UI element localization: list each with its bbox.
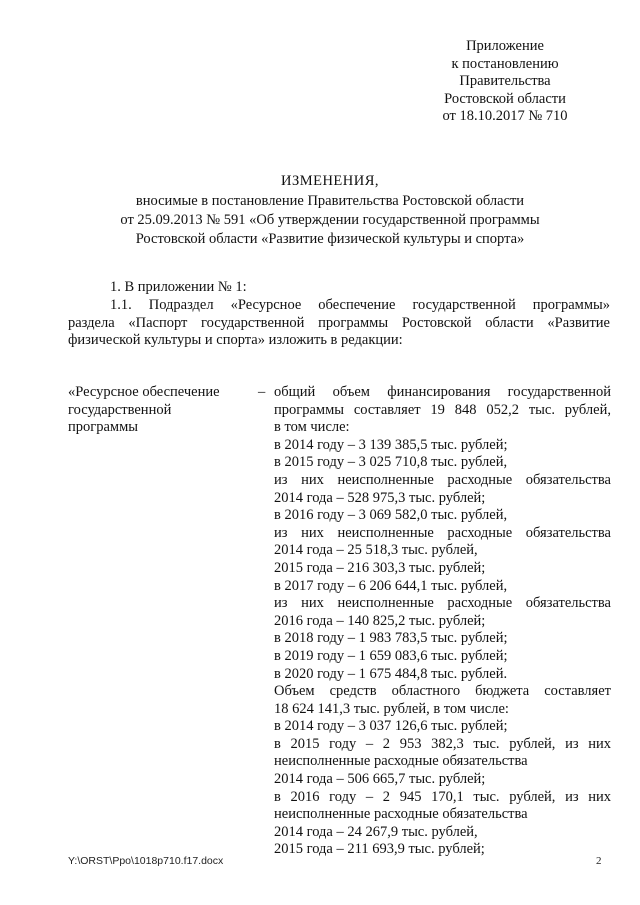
item-1-1-line: 1.1. Подраздел «Ресурсное обеспечение государственной программы» bbox=[110, 297, 610, 313]
approval-line: от 18.10.2017 № 710 bbox=[442, 108, 568, 125]
item-1-1-line: физической культуры и спорта» изложить в редакции: bbox=[68, 332, 403, 348]
approval-line: Ростовской области bbox=[444, 90, 566, 107]
title-heading: ИЗМЕНЕНИЯ, bbox=[280, 173, 380, 189]
title-line: Ростовской области «Развитие физической культуры и спорта» bbox=[135, 231, 525, 247]
resource-detail-line: из них неисполненные расходные обязательства bbox=[274, 595, 611, 612]
footer-page-number: 2 bbox=[596, 855, 602, 867]
resource-detail-line: неисполненные расходные обязательства bbox=[274, 806, 528, 823]
resource-details bbox=[274, 384, 611, 859]
resource-label bbox=[68, 384, 258, 437]
approval-stamp bbox=[400, 38, 610, 126]
footer-file-path: Y:\ORST\Ppo\1018p710.f17.docx bbox=[68, 855, 224, 867]
resource-label-line: программы bbox=[68, 419, 138, 436]
resource-detail-line: в 2014 году – 3 139 385,5 тыс. рублей; bbox=[274, 436, 508, 453]
resource-detail-line: неисполненные расходные обязательства bbox=[274, 753, 528, 770]
resource-detail-line: 18 624 141,3 тыс. рублей, в том числе: bbox=[274, 700, 509, 717]
resource-detail-line: в 2016 году – 3 069 582,0 тыс. рублей, bbox=[274, 507, 508, 524]
approval-line: Правительства bbox=[459, 73, 551, 90]
resource-detail-line: в 2017 году – 6 206 644,1 тыс. рублей, bbox=[274, 577, 508, 594]
resource-detail-line: в 2016 году – 2 945 170,1 тыс. рублей, из них bbox=[274, 788, 611, 805]
item-1-1-line: раздела «Паспорт государственной программы Ростовской области «Развитие bbox=[68, 314, 610, 331]
resource-detail-line: в 2014 году – 3 037 126,6 тыс. рублей; bbox=[274, 718, 508, 735]
title-line: вносимые в постановление Правительства Ростовской области bbox=[135, 193, 525, 209]
resource-label-line: государственной bbox=[68, 401, 172, 418]
resource-detail-line: 2014 года – 24 267,9 тыс. рублей, bbox=[274, 823, 478, 840]
resource-detail-line: из них неисполненные расходные обязательства bbox=[274, 471, 611, 488]
approval-line: к постановлению bbox=[451, 55, 559, 72]
resource-detail-line: в 2020 году – 1 675 484,8 тыс. рублей. bbox=[274, 665, 508, 682]
resource-detail-line: в 2015 году – 3 025 710,8 тыс. рублей, bbox=[274, 454, 508, 471]
resource-detail-line: 2015 года – 211 693,9 тыс. рублей; bbox=[274, 841, 485, 858]
resource-detail-line: 2016 года – 140 825,2 тыс. рублей; bbox=[274, 612, 486, 629]
resource-detail-line: в 2015 году – 2 953 382,3 тыс. рублей, из них bbox=[274, 735, 611, 752]
document-title bbox=[60, 172, 600, 249]
resource-detail-line: Объем средств областного бюджета составляет bbox=[274, 683, 611, 700]
resource-detail-line: в том числе: bbox=[274, 419, 350, 436]
resource-detail-line: общий объем финансирования государственной bbox=[274, 384, 611, 400]
resource-detail-line: в 2018 году – 1 983 783,5 тыс. рублей; bbox=[274, 630, 508, 647]
resource-detail-line: из них неисполненные расходные обязательства bbox=[274, 524, 611, 541]
resource-detail-line: 2014 года – 25 518,3 тыс. рублей, bbox=[274, 542, 478, 559]
item-1-1 bbox=[68, 297, 610, 350]
item-1: 1. В приложении № 1: bbox=[110, 279, 247, 295]
resource-detail-line: в 2019 году – 1 659 083,6 тыс. рублей; bbox=[274, 647, 508, 664]
resource-detail-line: 2014 года – 506 665,7 тыс. рублей; bbox=[274, 771, 486, 788]
resource-dash: – bbox=[258, 384, 266, 400]
approval-line: Приложение bbox=[466, 38, 544, 54]
resource-detail-line: программы составляет 19 848 052,2 тыс. рублей, bbox=[274, 401, 611, 418]
title-line: от 25.09.2013 № 591 «Об утверждении государственной программы bbox=[120, 212, 540, 228]
resource-detail-line: 2015 года – 216 303,3 тыс. рублей; bbox=[274, 559, 486, 576]
resource-detail-line: 2014 года – 528 975,3 тыс. рублей; bbox=[274, 489, 486, 506]
resource-label-line: «Ресурсное обеспечение bbox=[68, 384, 220, 400]
